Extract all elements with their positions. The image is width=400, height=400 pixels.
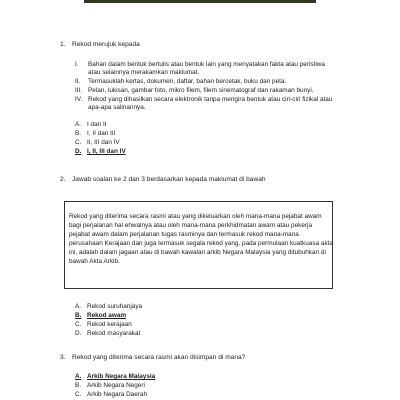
q2-question: Jawab soalan ke 2 dan 3 berdasarkan kepada maklumat di bawah: [72, 176, 266, 183]
q1-option-letter: D.: [75, 148, 82, 155]
q1-option-letter: C.: [75, 139, 82, 146]
passage-line: perusahaan Kerajaan dan juga termasuk segala rekod yang, pada permulaan kuatkuasa akta: [69, 240, 333, 247]
q2-option-c: Rekod kerajaan: [87, 321, 132, 328]
passage-line: bawah Akta Arkib.: [69, 258, 120, 265]
q2-option-letter: D.: [75, 330, 82, 337]
q1-item-line: Termasuklah kertas, dokumen, daftar, bahan bercetak, buku dan peta.: [88, 78, 287, 85]
q1-option-letter: A.: [75, 121, 82, 128]
q3-option-c: Arkib Negara Daerah: [87, 391, 148, 398]
q2-option-letter: C.: [75, 321, 82, 328]
passage-line: pejabat awam dalam perjalanan tugas rasminya dan termasuk rekod mana-mana: [69, 231, 299, 238]
q1-option-c: II, III dan IV: [87, 139, 120, 146]
q3-question: Rekod yang diterima secara rasmi akan disimpan di mana?: [72, 354, 246, 361]
q1-item-line: atau selainnya merakamkan maklumat.: [88, 69, 200, 76]
q1-item-roman: III.: [75, 87, 83, 94]
q2-option-letter: B.: [75, 312, 82, 319]
q1-option-d-answer: I, II, III dan IV: [87, 148, 126, 155]
q1-item-line: Pelan, lukisan, gambar foto, mikro filem, filem sinematograf dan rakaman bunyi.: [88, 87, 314, 94]
q1-option-b: I, II dan III: [87, 130, 116, 137]
q2-option-b-answer: Rekod awam: [87, 312, 127, 319]
q2-option-a: Rekod suruhanjaya: [87, 303, 143, 310]
q3-option-letter: A.: [75, 373, 82, 380]
q3-number: 3.: [60, 354, 66, 361]
q3-option-b: Arkib Negara Negeri: [87, 382, 145, 389]
q1-option-a: I dan II: [87, 121, 107, 128]
q1-item-line: Bahan dalam bentuk bertulis atau bentuk lain yang menyatakan fakta atau peristiwa: [88, 61, 325, 68]
passage-line: bagi perjalanan hal ehwalnya atau oleh mana-mana perkhidmatan awam atau pekerja: [69, 222, 313, 229]
q2-number: 2.: [60, 176, 66, 183]
q3-option-letter: B.: [75, 382, 82, 389]
q1-item-roman: IV.: [75, 96, 83, 103]
passage-line: Rekod yang diterima secara rasmi atau yang dikeluarkan oleh mana-mana pejabat awam: [69, 213, 322, 220]
q2-option-d: Rekod masyarakat: [87, 330, 141, 337]
q1-item-roman: II.: [75, 78, 81, 85]
q2-option-letter: A.: [75, 303, 82, 310]
q1-number: 1.: [60, 41, 66, 48]
q3-option-a-answer: Arkib Negara Malaysia: [87, 373, 156, 380]
q1-item-roman: I.: [75, 61, 79, 68]
passage-line: ini, adalah dalam jagaan atau di bawah kawalan arkib Negara Malaysia yang ditubuhkan di: [69, 249, 326, 256]
q1-question: Rekod merujuk kepada: [72, 41, 140, 48]
q1-option-letter: B.: [75, 130, 82, 137]
q3-option-letter: C.: [75, 391, 82, 398]
q1-item-line: Rekod yang dihasilkan secara elektronik tanpa mengira bentuk atau ciri-ciri fizikal atau: [88, 96, 333, 103]
q1-item-line: apa-apa salinannya.: [88, 104, 146, 111]
